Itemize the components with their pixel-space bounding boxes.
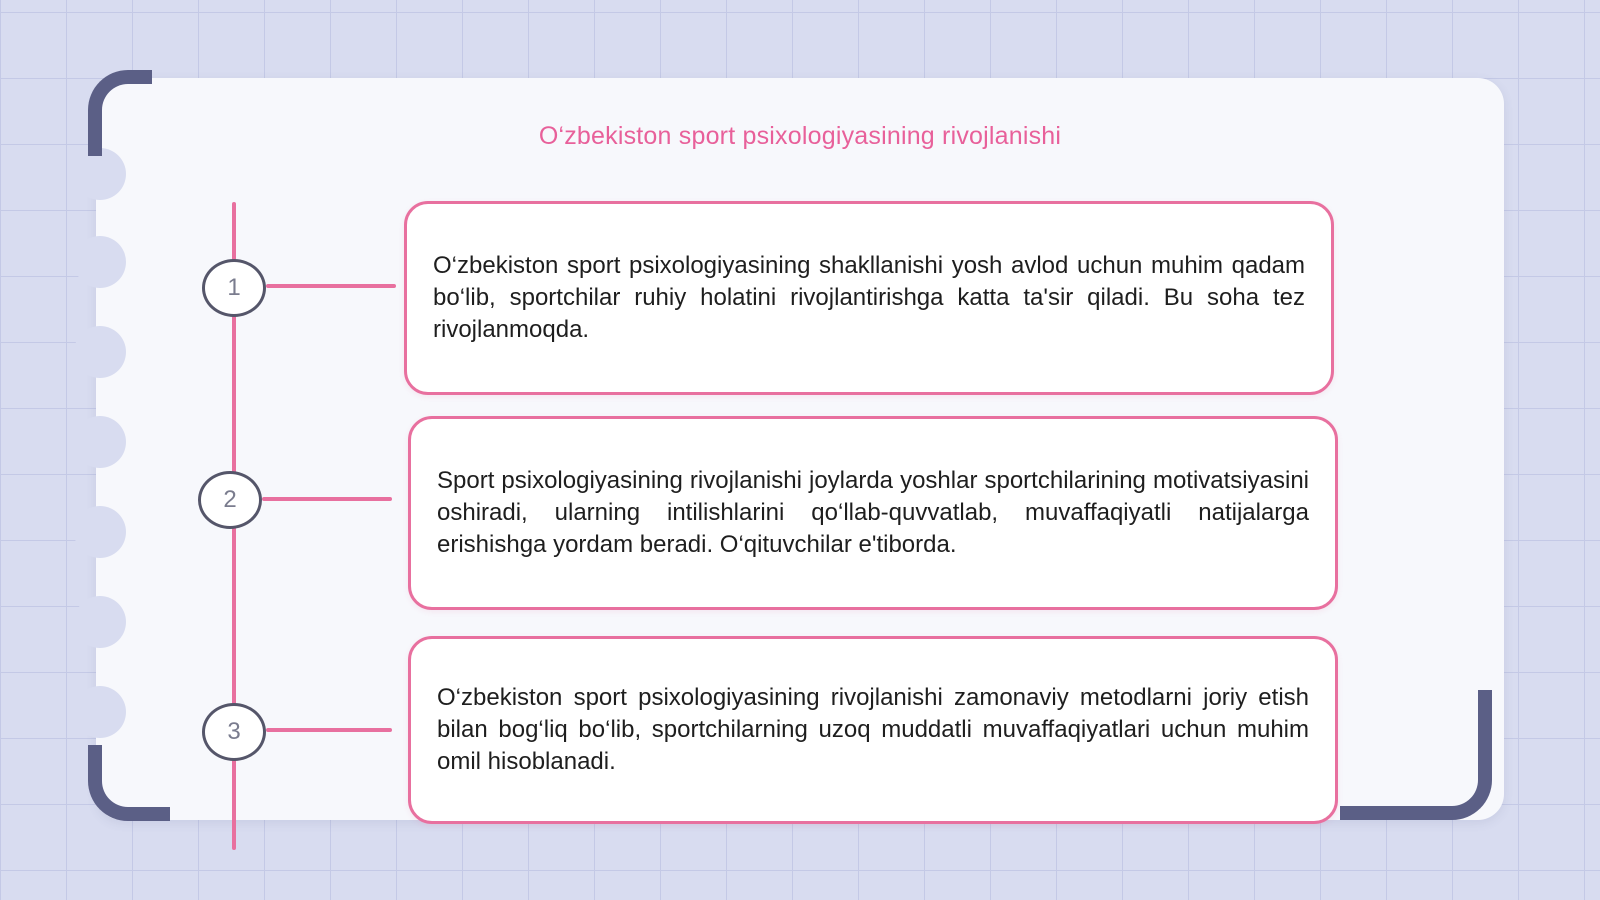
frame-corner-bottom-right xyxy=(1340,690,1492,820)
card-text: O‘zbekiston sport psixologiyasining shakllanishi yosh avlod uchun muhim qadam bo‘lib, sportchilar ruhiy holatini rivojlantirishga katta ta'sir qiladi. Bu soha tez rivojlanmoqda. xyxy=(433,252,1305,343)
paper-scallop xyxy=(74,236,126,288)
timeline-card-1 xyxy=(404,201,1334,395)
timeline-connector xyxy=(266,728,392,732)
paper-scallop xyxy=(74,686,126,738)
timeline-connector xyxy=(266,284,396,288)
paper-scallop xyxy=(74,326,126,378)
slide-title: O‘zbekiston sport psixologiyasining rivojlanishi xyxy=(538,122,1062,150)
step-marker-2: 2 xyxy=(198,471,262,529)
card-text: Sport psixologiyasining rivojlanishi joylarda yoshlar sportchilarining motivatsiyasini oshiradi, ularning intilishlarini qo‘llab-quvvatlab, muvaffaqiyatli natijalarga erishishga yordam beradi. O‘qituvchilar e'tiborda. xyxy=(437,467,1309,558)
paper-scallop xyxy=(74,596,126,648)
card-text: O‘zbekiston sport psixologiyasining rivojlanishi zamonaviy metodlarni joriy etish bilan bog‘liq bo‘lib, sportchilarning uzoq muddatli muvaffaqiyatlari uchun muhim omil hisoblanadi. xyxy=(437,684,1309,775)
timeline-card-2 xyxy=(408,416,1338,610)
frame-corner-bottom-left xyxy=(88,745,170,821)
timeline-card-3 xyxy=(408,636,1338,824)
step-marker-1: 1 xyxy=(202,259,266,317)
timeline-connector xyxy=(262,497,392,501)
paper-scallop xyxy=(74,416,126,468)
paper-scallop xyxy=(74,506,126,558)
step-marker-3: 3 xyxy=(202,703,266,761)
